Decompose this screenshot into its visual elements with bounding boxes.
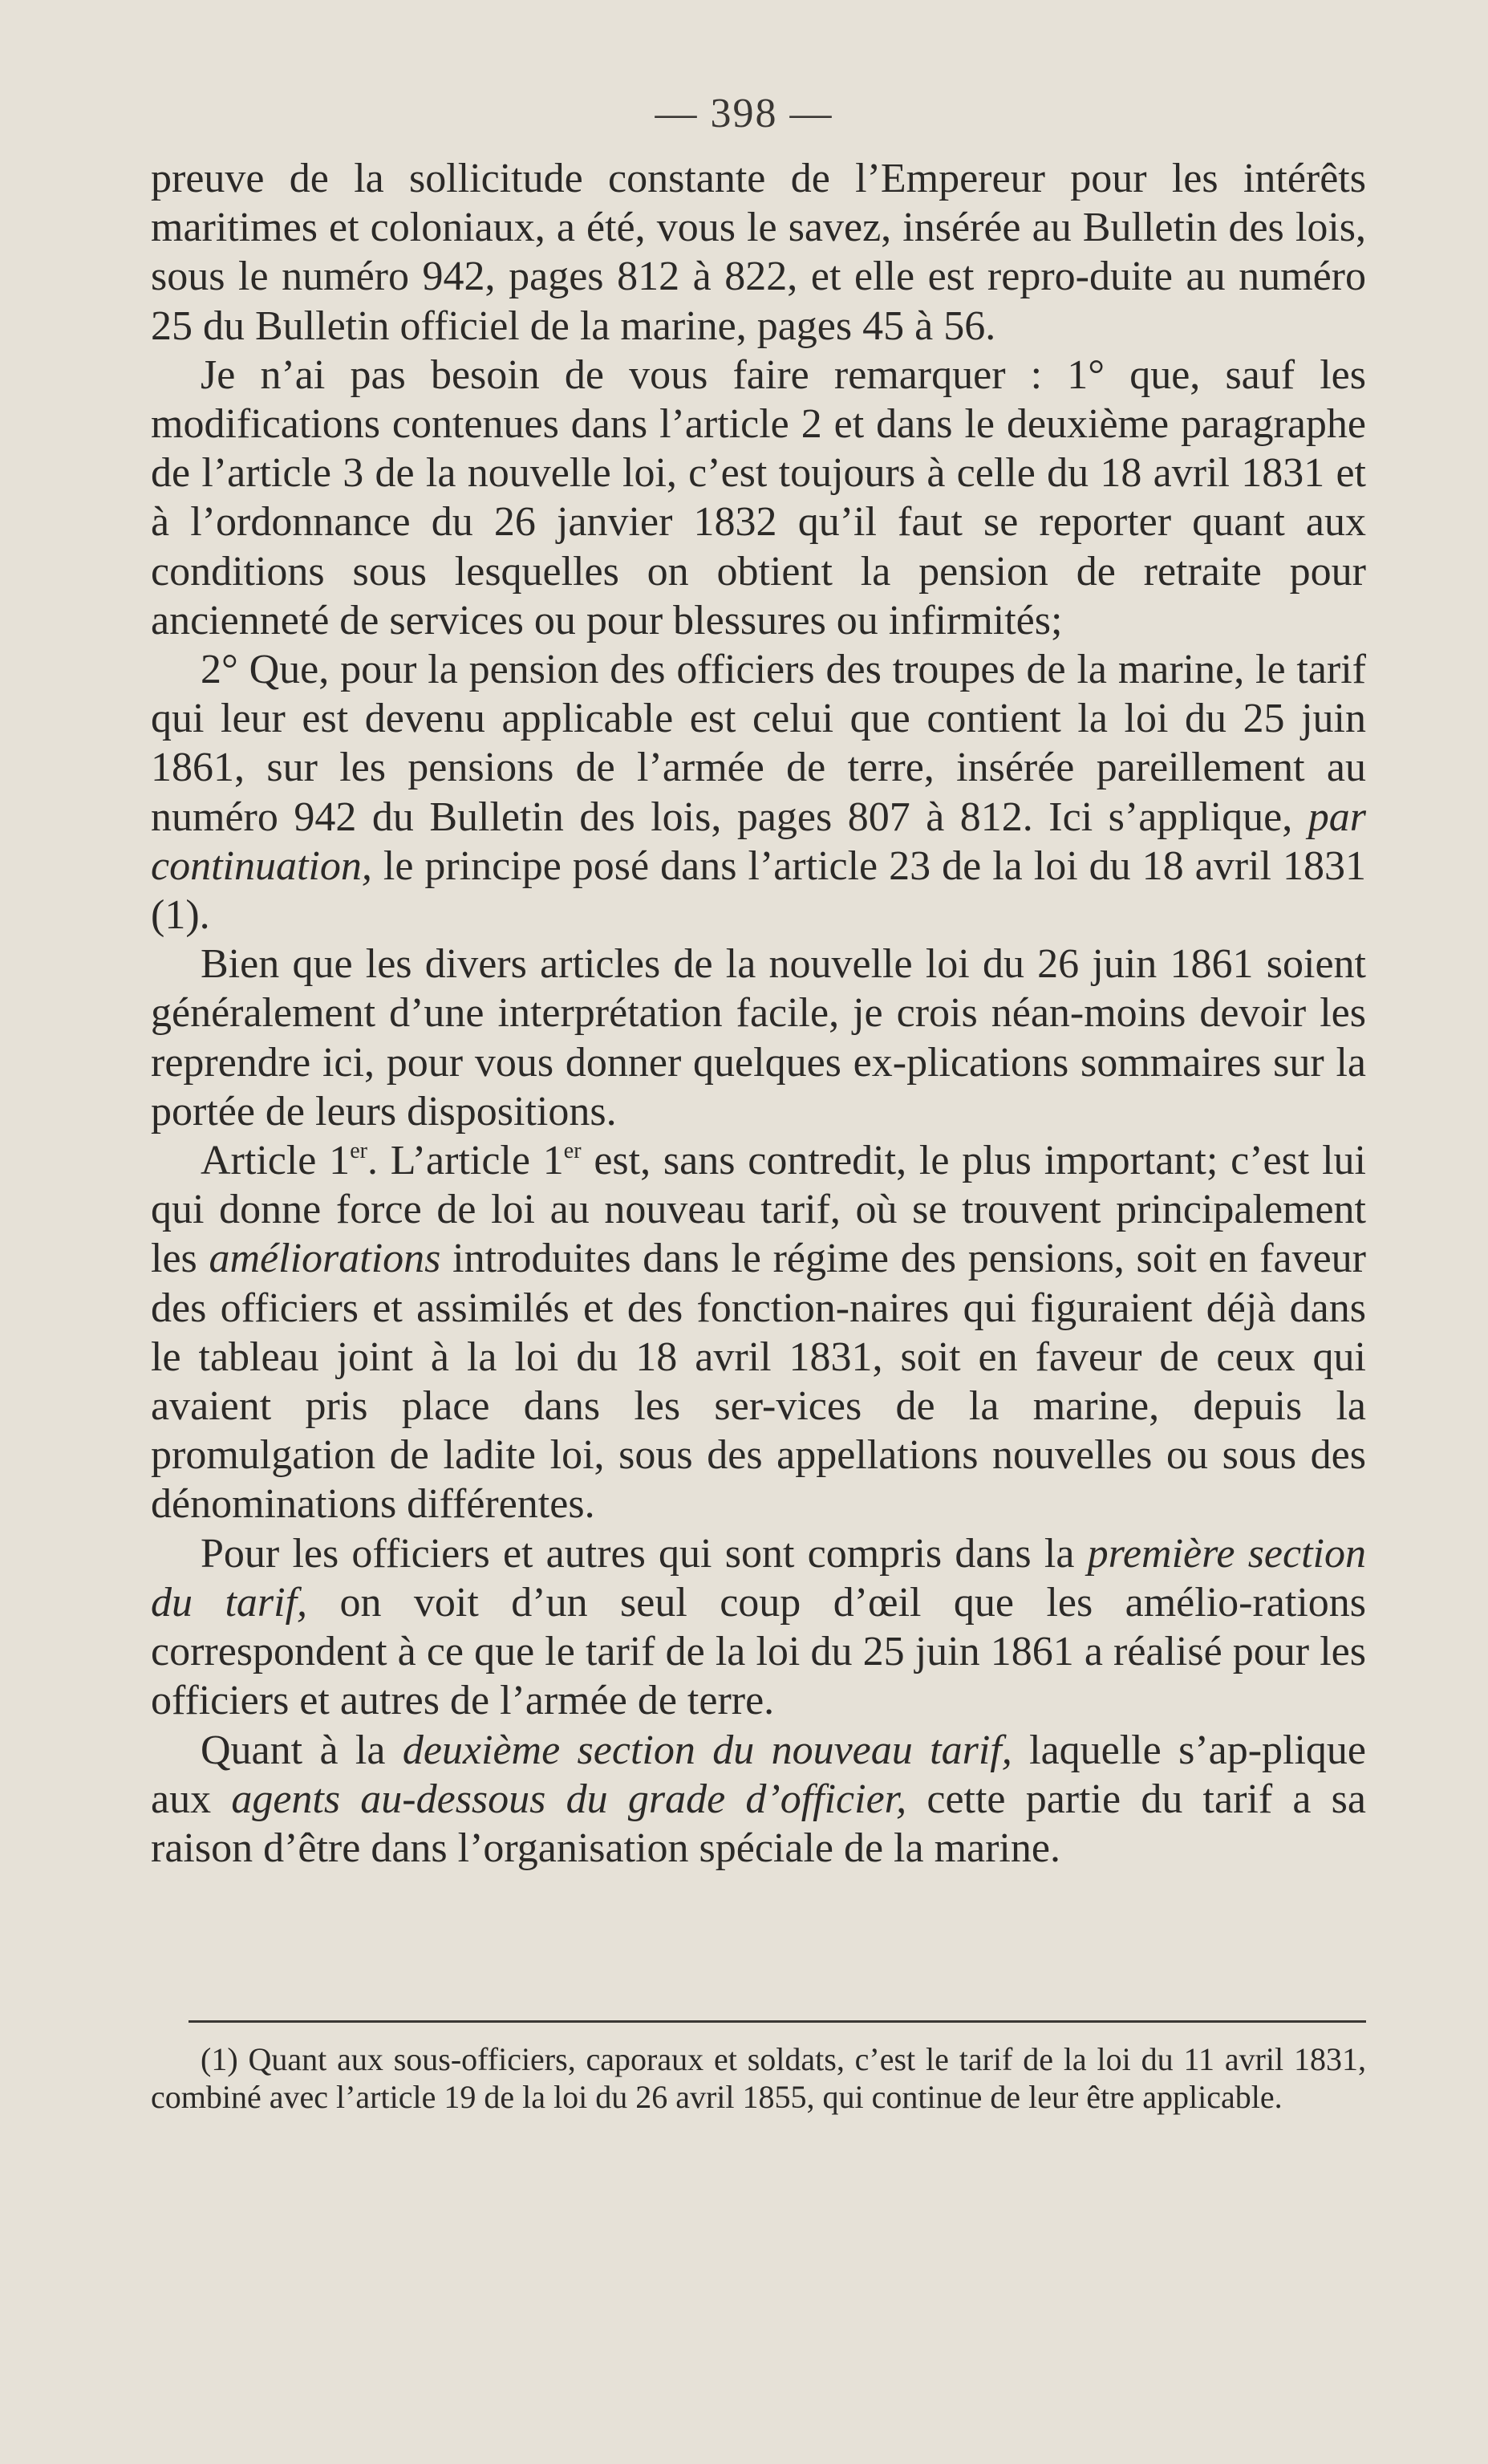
paragraph-5 <box>151 1136 1366 1529</box>
paragraph-3-text-b: le principe posé dans l’article 23 de la loi du 18 avril 1831 (1). <box>151 842 1366 939</box>
page-number: — 398 — <box>655 91 833 136</box>
paragraph-3-italic: par continuation, <box>151 794 1366 889</box>
paragraph-5-italic: améliorations <box>209 1236 441 1282</box>
article-heading-sup: er <box>350 1139 367 1164</box>
paragraph-5-text-c: introduites dans le régime des pensions, soit en faveur des officiers et assimilés et des fonction-naires qui figuraient déjà dans le tableau joint à la loi du 18 avril 1831, soit en faveur de ceux qui avaient pris place dans les ser-vices de la marine, depuis la promulgation de ladite loi, sous des appellations nouvelles ou sous des dénominations différentes. <box>151 1236 1366 1528</box>
paragraph-5-sup: er <box>563 1139 582 1164</box>
paragraph-5-text-a: . L’article 1 <box>367 1138 564 1184</box>
paragraph-6-italic: première section du tarif, <box>151 1530 1366 1626</box>
paragraph-7-italic-a: deuxième section du nouveau tarif, <box>402 1727 1012 1773</box>
article-heading: Article 1 <box>201 1138 351 1184</box>
paragraph-3 <box>151 645 1366 940</box>
paragraph-4: Bien que les divers articles de la nouvelle loi du 26 juin 1861 soient généralement d’une interprétation facile, je crois néan-moins devoir les reprendre ici, pour vous donner quelques ex-plications sommaires sur la portée de leurs dispositions. <box>151 941 1366 1135</box>
paragraph-6 <box>151 1529 1366 1726</box>
paragraph-7-text-a: Quant à la <box>201 1727 403 1773</box>
footnote-divider <box>189 2020 1366 2023</box>
body-text <box>151 154 1366 1873</box>
paragraph-7 <box>151 1726 1366 1873</box>
paragraph-7-italic-b: agents au-dessous du grade d’officier, <box>231 1776 907 1822</box>
paragraph-3-text-a: 2° Que, pour la pension des officiers des troupes de la marine, le tarif qui leur est devenu applicable est celui que contient la loi du 25 juin 1861, sur les pensions de l’armée de terre, insérée pareillement au numéro 942 du Bulletin des lois, pages 807 à 812. Ici s’applique, <box>151 647 1366 840</box>
footnote: (1) Quant aux sous-officiers, caporaux et soldats, c’est le tarif de la loi du 11 avril 1831, combiné avec l’article 19 de la loi du 26 avril 1855, qui continue de leur être applicable. <box>151 2041 1366 2115</box>
paragraph-7-text-b: laquelle s’ap-plique aux <box>151 1727 1367 1822</box>
paragraph-7-text-c: cette partie du tarif a sa raison d’être dans l’organisation spéciale de la marine. <box>151 1776 1366 1871</box>
paragraph-6-text-a: Pour les officiers et autres qui sont compris dans la <box>201 1530 1088 1577</box>
paragraph-2: Je n’ai pas besoin de vous faire remarquer : 1° que, sauf les modifications contenues dans l’article 2 et dans le deuxième paragraphe de l’article 3 de la nouvelle loi, c’est toujours à celle du 18 avril 1831 et à l’ordonnance du 26 janvier 1832 qu’il faut se reporter quant aux conditions sous lesquelles on obtient la pension de retraite pour ancienneté de services ou pour blessures ou infirmités; <box>151 351 1366 643</box>
paragraph-1: preuve de la sollicitude constante de l’Empereur pour les intérêts maritimes et coloniaux, a été, vous le savez, insérée au Bulletin des lois, sous le numéro 942, pages 812 à 822, et elle est repro-duite au numéro 25 du Bulletin officiel de la marine, pages 45 à 56. <box>151 156 1366 349</box>
paragraph-5-text-b: est, sans contredit, le plus important; c’est lui qui donne force de loi au nouveau tarif, où se trouvent principalement les <box>151 1138 1366 1282</box>
paragraph-6-text-b: on voit d’un seul coup d’œil que les amélio-rations correspondent à ce que le tarif de la loi du 25 juin 1861 a réalisé pour les officiers et autres de l’armée de terre. <box>151 1579 1367 1724</box>
